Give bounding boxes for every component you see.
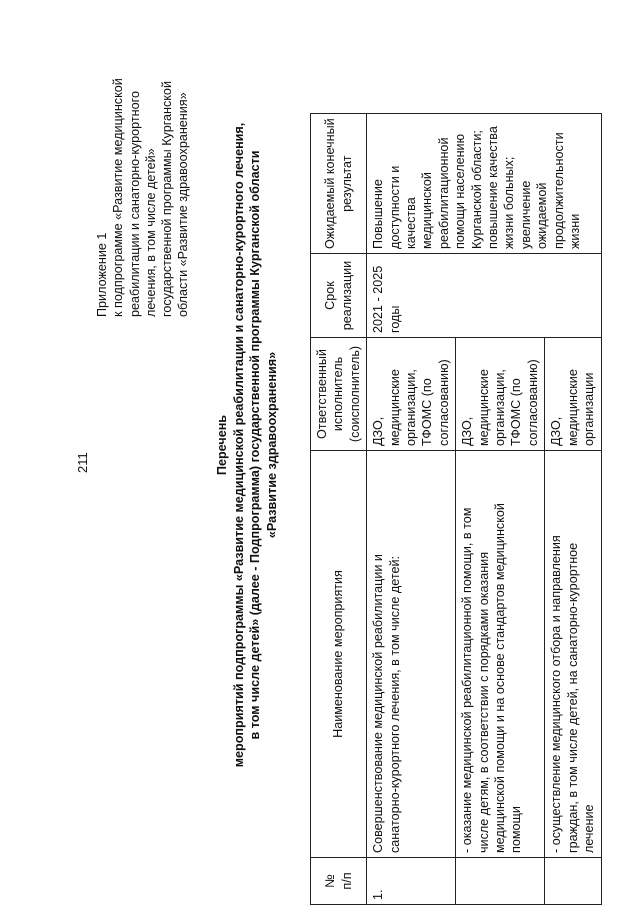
header-text: реализации <box>339 260 354 331</box>
cell-text: жизни больных; <box>502 156 517 249</box>
header-name <box>311 451 367 858</box>
cell-text: помощи населению <box>453 133 468 249</box>
cell-text: Совершенствование медицинской реабилитации и <box>371 554 386 853</box>
cell-name <box>456 451 545 858</box>
header-text: Наименование мероприятия <box>331 570 346 738</box>
header-text: Ответственный <box>315 349 329 439</box>
measures-table <box>310 113 602 905</box>
cell-text: медицинские <box>565 369 580 446</box>
appendix-line: реабилитации и санаторно-курортного <box>127 91 142 317</box>
cell-text: медицинские <box>387 369 402 446</box>
cell-text: ожидаемой <box>535 182 550 249</box>
table-row <box>367 114 456 905</box>
cell-text: числе детям, в соответствии с порядками оказания <box>476 551 491 853</box>
cell-text: годы <box>387 305 402 333</box>
header-num <box>311 858 367 905</box>
cell-text: Повышение <box>371 179 386 249</box>
cell-text: жизни <box>568 213 583 249</box>
cell-text: согласованию) <box>436 359 451 446</box>
cell-name <box>545 451 601 858</box>
cell-result <box>367 114 601 254</box>
heading-title: Перечень <box>215 414 229 476</box>
cell-text: качества <box>404 197 419 249</box>
cell-text: 2021 - 2025 <box>371 265 386 333</box>
cell-text: - осуществление медицинского отбора и направления <box>549 535 564 853</box>
cell-text: повышение качества <box>486 126 501 249</box>
cell-text: лечение <box>582 804 597 853</box>
header-text: п/п <box>339 872 354 890</box>
cell-text: увеличение <box>518 180 533 249</box>
header-text: исполнитель <box>331 356 346 432</box>
appendix-line: Приложение 1 <box>95 232 109 317</box>
cell-text: медицинской помощи и на основе стандартов медицинской <box>493 503 508 853</box>
header-text: № <box>323 874 338 888</box>
cell-text: доступности и <box>387 165 402 249</box>
appendix-note <box>94 17 192 317</box>
cell-term <box>367 254 601 338</box>
page-number: 211 <box>75 452 90 473</box>
appendix-line: области «Развитие здравоохранения» <box>176 92 191 317</box>
cell-executor <box>367 338 456 451</box>
cell-text: реабилитационной <box>436 137 451 249</box>
cell-text: ДЗО, <box>371 416 386 446</box>
header-text: Ожидаемый конечный <box>323 118 338 249</box>
cell-text: ТФОМС (по <box>420 378 435 446</box>
appendix-line: государственной программы Курганской <box>160 81 175 317</box>
cell-text: медицинские <box>476 369 491 446</box>
cell-text: согласованию) <box>525 359 540 446</box>
cell-text: санаторно-курортного лечения, в том числе детей: <box>387 556 402 853</box>
header-executor <box>311 338 367 451</box>
cell-text: организации <box>582 372 597 446</box>
cell-text: продолжительности <box>551 132 566 249</box>
document-heading <box>214 85 280 805</box>
cell-name <box>367 451 456 858</box>
cell-num: 1. <box>367 858 456 905</box>
header-term <box>311 254 367 338</box>
header-text: Срок <box>323 281 338 310</box>
cell-executor <box>456 338 545 451</box>
heading-line: «Развитие здравоохранения» <box>264 351 279 539</box>
cell-num <box>545 858 601 905</box>
cell-text: помощи <box>509 806 524 853</box>
appendix-line: лечения, в том числе детей» <box>143 148 158 317</box>
header-text: (соисполнитель) <box>347 345 362 443</box>
cell-text: граждан, в том числе детей, на санаторно-курортное <box>565 542 580 853</box>
cell-text: ДЗО, <box>460 416 475 446</box>
appendix-line: к подпрограмме «Развитие медицинской <box>111 78 126 317</box>
cell-num <box>456 858 545 905</box>
cell-text: - оказание медицинской реабилитационной помощи, в том <box>460 507 475 853</box>
table-header-row <box>311 114 367 905</box>
cell-text: Курганской области; <box>469 130 484 249</box>
cell-text: ДЗО, <box>549 416 564 446</box>
header-result <box>311 114 367 254</box>
heading-line: в том числе детей» (далее - Подпрограмма) государственной программы Курганской области <box>248 150 262 740</box>
header-text: результат <box>339 155 354 212</box>
cell-text: медицинской <box>420 172 435 249</box>
cell-text: организации, <box>404 369 419 446</box>
heading-line: мероприятий подпрограммы «Развитие медицинской реабилитации и санаторно-курортного лечения, <box>231 122 246 768</box>
cell-text: ТФОМС (по <box>509 378 524 446</box>
cell-executor <box>545 338 601 451</box>
cell-text: организации, <box>493 369 508 446</box>
